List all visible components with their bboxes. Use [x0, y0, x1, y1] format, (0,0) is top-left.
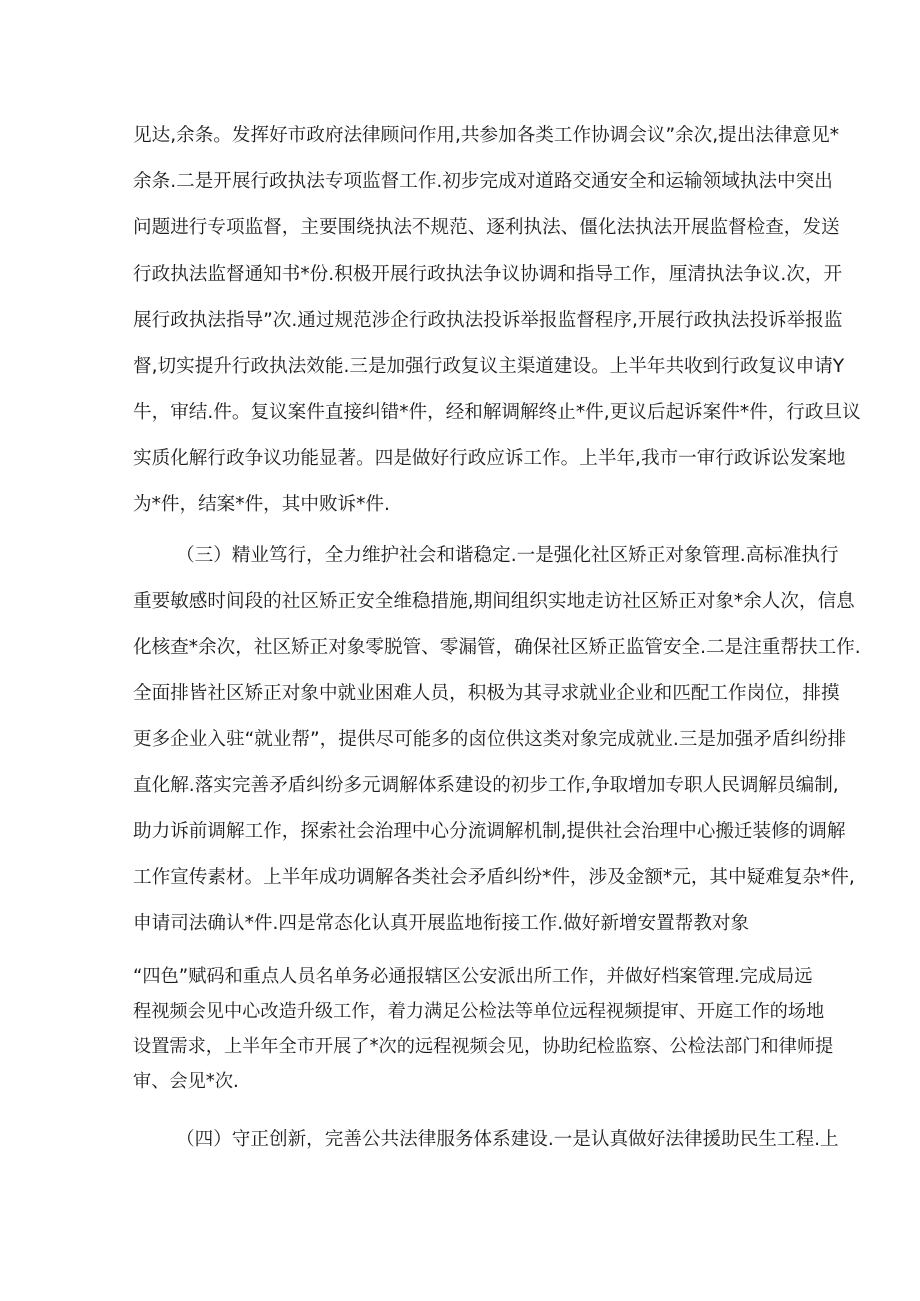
text-line: 督,切实提升行政执法效能.三是加强行政复议主渠道建设。上半年共收到行政复议申请Y — [133, 356, 845, 377]
text-line: 申请司法确认*件.四是常态化认真开展监地衔接工作.做好新增安置帮教对象 — [133, 913, 750, 934]
text-line: 更多企业入驻“就业帮”，提供尽可能多的卤位供这类对象完成就业.三是加强矛盾纠纷排 — [133, 729, 847, 750]
text-line: 展行政执法指导”次.通过规范涉企行政执法投诉举报监督程序,开展行政执法投诉举报监 — [133, 310, 843, 331]
text-line: 行政执法监督通知书*份.积极开展行政执法争议协调和指导工作，厘清执法争议.次，开 — [133, 264, 843, 285]
section-heading-line: （四）守正创新，完善公共法律服务体系建设.一是认真做好法律援助民生工程.上 — [176, 1129, 839, 1150]
text-line: 助力诉前调解工作，探索社会治理中心分流调解机制,提供社会治理中心搬迁装修的调解 — [133, 821, 846, 842]
text-line: 重要敏感时间段的社区矫正安全维稳措施,期间组织实地走访社区矫正对象*余人次，信息 — [133, 591, 855, 612]
text-line: 设置需求，上半年全市开展了*次的远程视频会见，协助纪检监察、公检法部门和律师提 — [133, 1036, 834, 1057]
text-line: 化核查*余次，社区矫正对象零脱管、零漏管，确保社区矫正监管安全.二是注重帮扶工作. — [133, 637, 861, 658]
text-line: 实质化解行政争议功能显著。四是做好行政应诉工作。上半年,我市一审行政诉讼发案地 — [133, 448, 846, 469]
text-line: 全面排皆社区矫正对象中就业困难人员，积极为其寻求就业企业和匹配工作岗位，排摸 — [133, 683, 840, 704]
text-line: 审、会见*次. — [133, 1071, 239, 1092]
section-heading-line: （三）精业笃行，全力维护社会和谐稳定.一是强化社区矫正对象管理.高标准执行 — [176, 545, 839, 566]
text-line: 余条.二是开展行政执法专项监督工作.初步完成对道路交通安全和运输领域执法中突出 — [133, 171, 833, 192]
text-line: 工作宣传素材。上半年成功调解各类社会矛盾纠纷*件，涉及金额*元，其中疑难复杂*件, — [133, 867, 855, 888]
text-line: 为*件，结案*件，其中败诉*件. — [133, 494, 390, 515]
text-line: 直化解.落实完善矛盾纠纷多元调解体系建设的初步工作,争取增加专职人民调解员编制, — [133, 775, 839, 796]
text-line: 问题进行专项监督，主要围绕执法不规范、逐利执法、僵化法执法开展监督检查，发送 — [133, 217, 840, 238]
text-line: 牛，审结.件。复议案件直接纠错*件，经和解调解终止*件,更议后起诉案件*件，行政旦议 — [133, 402, 861, 423]
text-line: “四色”赋码和重点人员名单务必通报辖区公安派出所工作，并做好档案管理.完成局远 — [133, 966, 813, 987]
text-line: 见达,余条。发挥好市政府法律顾问作用,共参加各类工作协调会议”余次,提出法律意见* — [133, 125, 840, 146]
text-line: 程视频会见中心改造升级工作，着力满足公检法等单位远程视频提审、开庭工作的场地 — [133, 1001, 825, 1022]
